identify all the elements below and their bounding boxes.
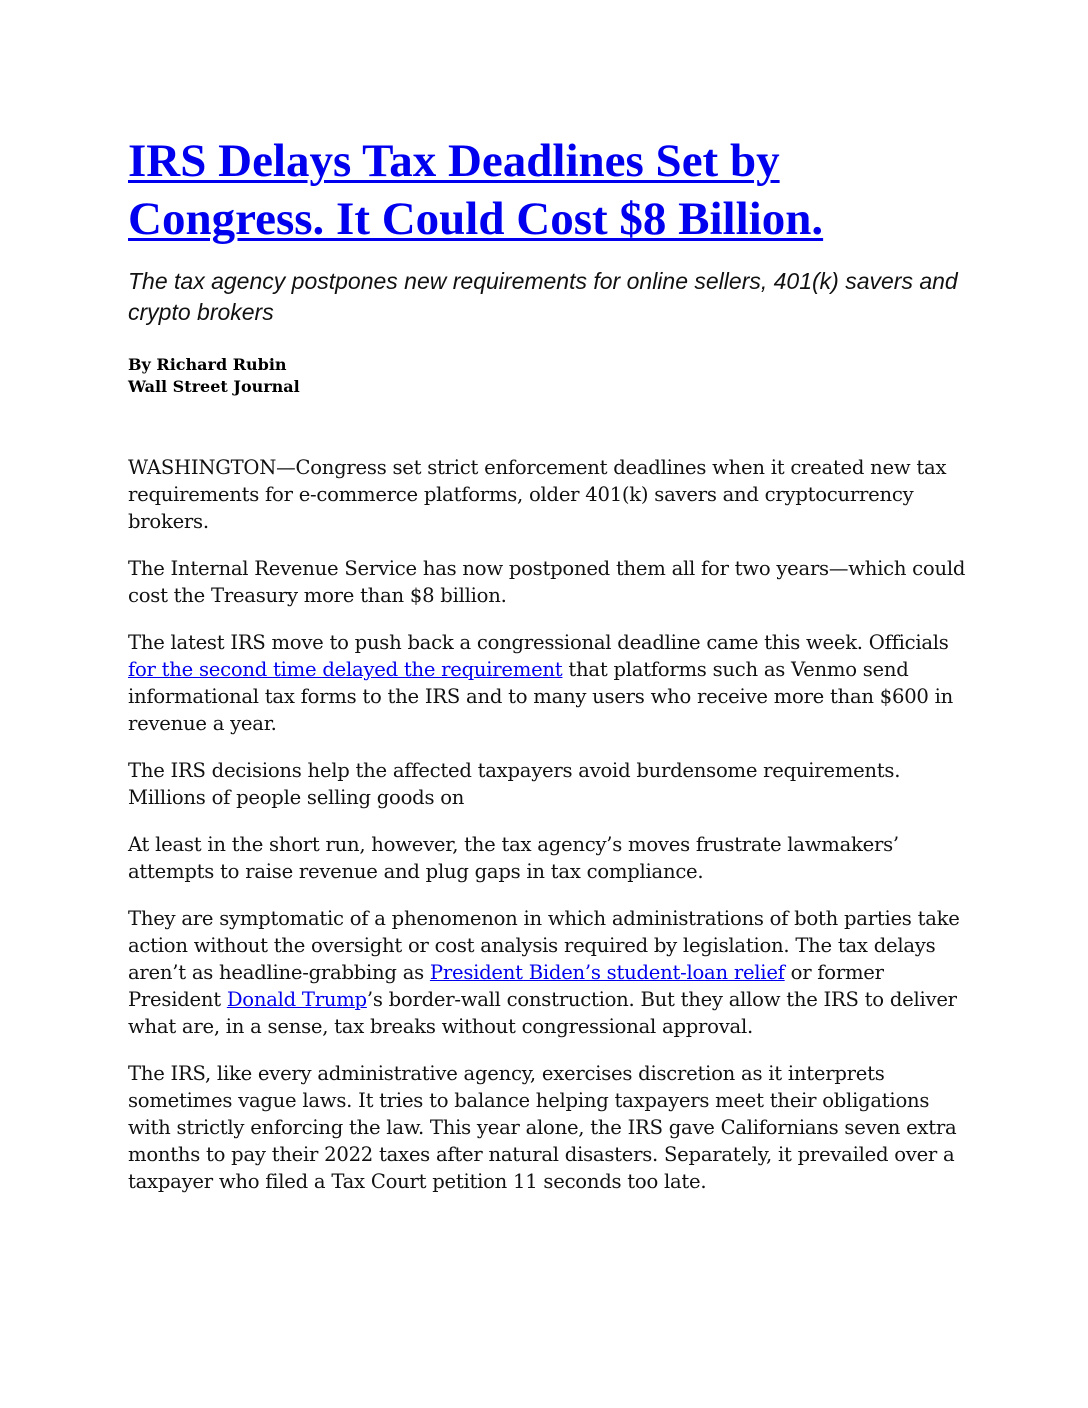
- paragraph-7: The IRS, like every administrative agency, exercises discretion as it interprets sometimes vague laws. It tries to balance helping taxpayers meet their obligations with strictly enforcing the law. This year alone, the IRS gave Californians seven extra months to pay their 2022 taxes after natural disasters. Separately, it prevailed over a taxpayer who filed a Tax Court petition 11 seconds too late.: [128, 1062, 957, 1193]
- paragraph-3-text-end: that platforms such as Venmo send informational tax forms to the IRS and to many users who receive more than $600 in revenue a year.: [128, 658, 954, 735]
- headline: [128, 132, 968, 248]
- student-loan-relief-link[interactable]: President Biden’s student-loan relief: [429, 961, 785, 984]
- paragraph-1: WASHINGTON—Congress set strict enforcement deadlines when it created new tax requirements for e-commerce platforms, older 401(k) savers and cryptocurrency brokers.: [128, 456, 947, 533]
- second-delay-link[interactable]: for the second time delayed the requirement: [128, 658, 563, 681]
- article-body: [128, 454, 968, 1195]
- article: [128, 132, 968, 1215]
- paragraph-6: [128, 905, 968, 1040]
- paragraph-6-text-middle: or former President: [128, 961, 884, 1011]
- headline-link[interactable]: IRS Delays Tax Deadlines Set by Congress. It Could Cost $8 Billion.: [128, 135, 824, 245]
- paragraph-3: [128, 629, 968, 737]
- paragraph-2: The Internal Revenue Service has now postponed them all for two years—which could cost the Treasury more than $8 billion.: [128, 557, 966, 607]
- author: By Richard Rubin: [128, 355, 287, 374]
- paragraph-4: The IRS decisions help the affected taxpayers avoid burdensome requirements. Millions of people selling goods on: [128, 759, 901, 809]
- paragraph-6-text-end: ’s border-wall construction. But they allow the IRS to deliver what are, in a sense, tax breaks without congressional approval.: [128, 988, 957, 1038]
- paragraph-5: At least in the short run, however, the tax agency’s moves frustrate lawmakers’ attempts to raise revenue and plug gaps in tax compliance.: [128, 833, 899, 883]
- paragraph-3-text-start: The latest IRS move to push back a congressional deadline came this week. Officials: [128, 631, 949, 654]
- paragraph-6-text-start: They are symptomatic of a phenomenon in which administrations of both parties take action without the oversight or cost analysis required by legislation. The tax delays aren’t as headline-grabbing as: [128, 907, 960, 984]
- donald-trump-link[interactable]: Donald Trump: [226, 988, 367, 1011]
- byline: [128, 354, 968, 398]
- subheadline: The tax agency postpones new requirements for online sellers, 401(k) savers and crypto brokers: [128, 268, 958, 325]
- publication: Wall Street Journal: [128, 377, 300, 396]
